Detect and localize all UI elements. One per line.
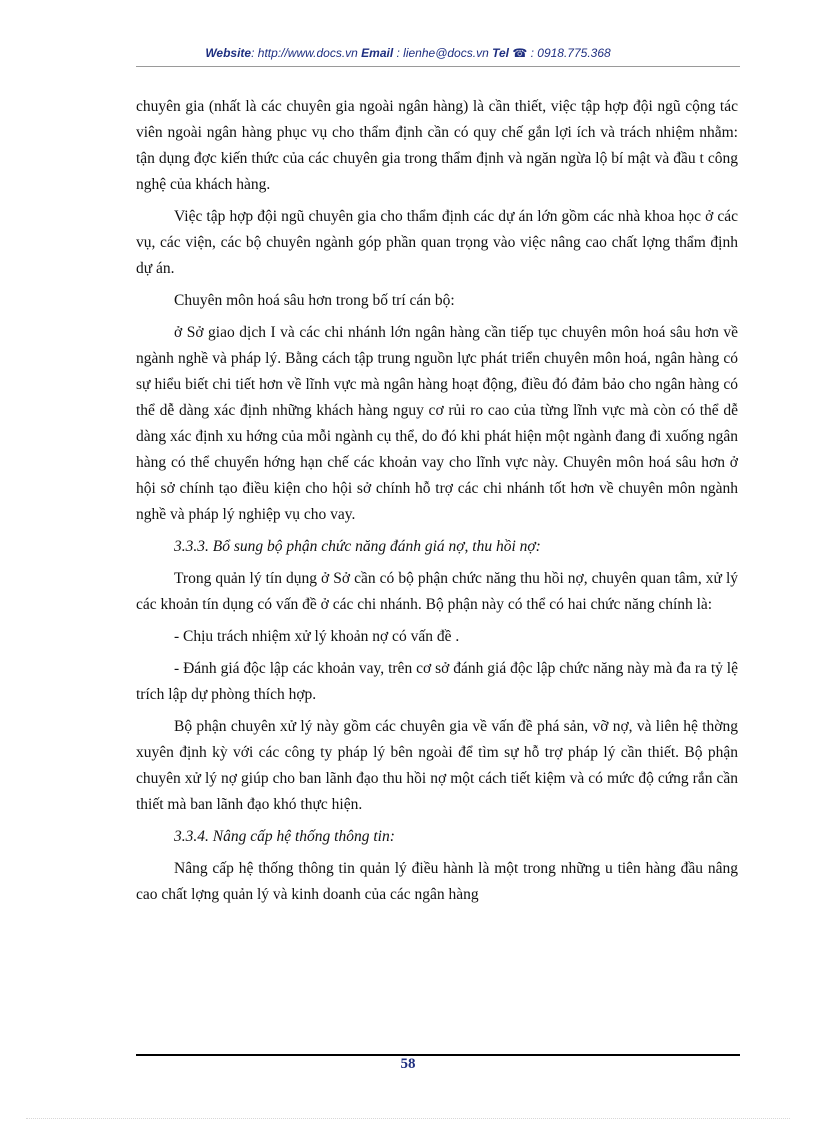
section-heading-3-3-3: 3.3.3. Bổ sung bộ phận chức năng đánh giá nợ, thu hồi nợ: <box>174 538 541 555</box>
email-label: Email <box>361 46 394 60</box>
list-item-2: - Đánh giá độc lập các khoản vay, trên cơ sở đánh giá độc lập chức năng này mà đa ra tỷ lệ trích lập dự phòng thích hợp. <box>136 660 738 703</box>
list-item-1: - Chịu trách nhiệm xử lý khoản nợ có vấn đề . <box>174 628 460 645</box>
paragraph-7: Nâng cấp hệ thống thông tin quản lý điều hành là một trong những u tiên hàng đầu nâng cao chất lợng quản lý và kinh doanh của các ngân hàng <box>136 860 738 903</box>
website-label: Website <box>205 46 252 60</box>
paragraph-4: ở Sở giao dịch I và các chi nhánh lớn ngân hàng cần tiếp tục chuyên môn hoá sâu hơn về ngành nghề và pháp lý. Bằng cách tập trung nguồn lực phát triển chuyên môn hoá, ngân hàng có sự hiểu biết chi tiết hơn về lĩnh vực mà ngân hàng hoạt động, điều đó đảm bảo cho ngân hàng có thể dễ dàng xác định những khách hàng nguy cơ rủi ro cao của từng lĩnh vực mà còn có thể dễ dàng xác định xu hớng của mỗi ngành cụ thể, do đó khi phát hiện một ngành đang đi xuống ngân hàng có thể chuyển hớng hạn chế các khoản vay cho lĩnh vực này. Chuyên môn hoá sâu hơn ở hội sở chính tạo điều kiện cho hội sở chính hỗ trợ các chi nhánh tốt hơn về chuyên môn ngành nghề và pháp lý nghiệp vụ cho vay. <box>136 324 738 523</box>
paragraph-3: Chuyên môn hoá sâu hơn trong bố trí cán bộ: <box>174 292 455 309</box>
page-header <box>0 46 816 60</box>
paragraph-2: Việc tập hợp đội ngũ chuyên gia cho thẩm định các dự án lớn gồm các nhà khoa học ở các vụ, các viện, các bộ chuyên ngành góp phần quan trọng vào việc nâng cao chất lợng thẩm định dự án. <box>136 208 738 277</box>
paragraph-5: Trong quản lý tín dụng ở Sở cần có bộ phận chức năng thu hồi nợ, chuyên quan tâm, xử lý các khoản tín dụng có vấn đề ở các chi nhánh. Bộ phận này có thể có hai chức năng chính là: <box>136 570 738 613</box>
tel-label: Tel <box>492 46 509 60</box>
header-divider <box>136 66 740 67</box>
page-bottom-border <box>26 1118 790 1119</box>
paragraph-1: chuyên gia (nhất là các chuyên gia ngoài ngân hàng) là cần thiết, việc tập hợp đội ngũ cộng tác viên ngoài ngân hàng phục vụ cho thẩm định cần có quy chế gắn lợi ích và trách nhiệm nhằm: tận dụng đợc kiến thức của các chuyên gia trong thẩm định và ngăn ngừa lộ bí mật và đầu t công nghệ của khách hàng. <box>136 98 738 193</box>
email-address[interactable]: : lienhe@docs.vn <box>393 46 493 60</box>
page-number: 58 <box>400 1056 416 1072</box>
document-body <box>136 94 738 914</box>
paragraph-6: Bộ phận chuyên xử lý này gồm các chuyên gia về vấn đề phá sản, vỡ nợ, và liên hệ thờng xuyên định kỳ với các công ty pháp lý bên ngoài để tìm sự hỗ trợ pháp lý cần thiết. Bộ phận chuyên xử lý nợ giúp cho ban lãnh đạo thu hồi nợ một cách tiết kiệm và có mức độ cứng rắn cần thiết mà ban lãnh đạo khó thực hiện. <box>136 718 738 813</box>
phone-number: ☎ : 0918.775.368 <box>508 46 611 60</box>
website-url[interactable]: : http://www.docs.vn <box>251 46 362 60</box>
section-heading-3-3-4: 3.3.4. Nâng cấp hệ thống thông tin: <box>174 828 395 845</box>
